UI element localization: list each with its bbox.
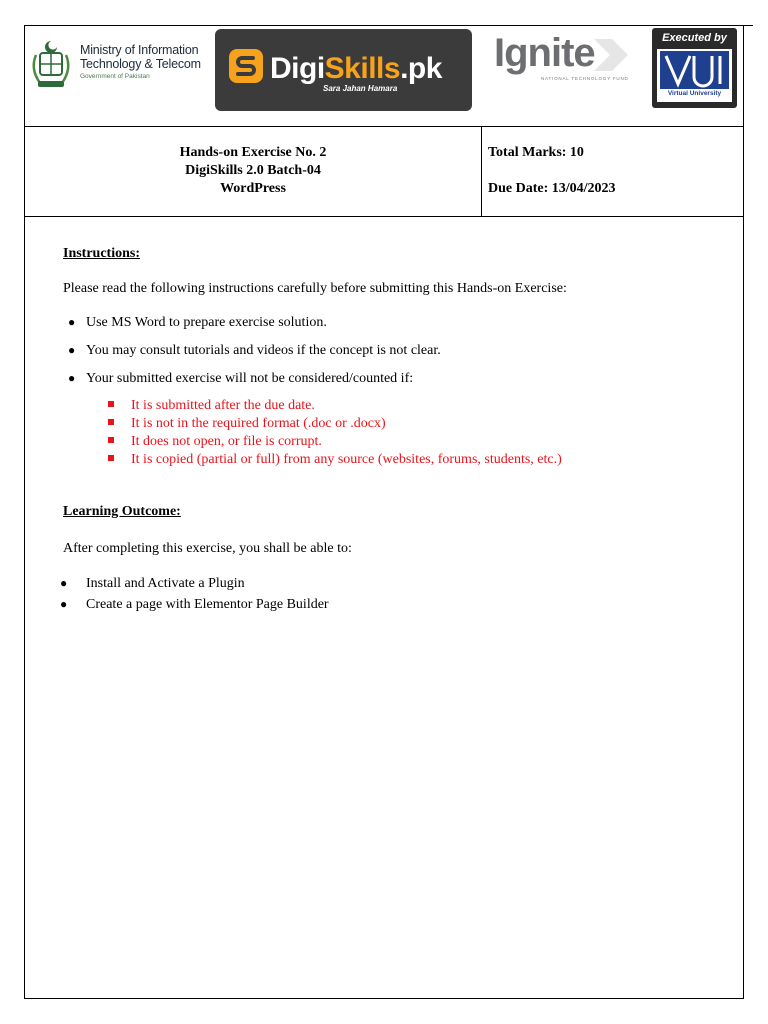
instruction-text: Use MS Word to prepare exercise solution. bbox=[86, 315, 327, 330]
vu-monogram-icon bbox=[660, 51, 729, 89]
ignite-subtitle: NATIONAL TECHNOLOGY FUND bbox=[541, 76, 629, 81]
instruction-text: You may consult tutorials and videos if the concept is not clear. bbox=[86, 343, 441, 358]
learning-outcome-heading: Learning Outcome: bbox=[63, 504, 181, 519]
ignite-word-ite: ite bbox=[550, 31, 595, 75]
exercise-number: Hands-on Exercise No. 2 bbox=[179, 145, 327, 160]
bullet-icon: ● bbox=[60, 597, 68, 611]
vu-logo bbox=[652, 28, 737, 108]
batch-name: DigiSkills 2.0 Batch-04 bbox=[185, 163, 321, 178]
warning-text: It is not in the required format (.doc or .docx) bbox=[131, 416, 386, 431]
pakistan-emblem-icon bbox=[28, 39, 74, 91]
instruction-text: Your submitted exercise will not be considered/counted if: bbox=[86, 371, 414, 386]
vu-name: Virtual University bbox=[667, 90, 722, 97]
digiskills-logo bbox=[215, 29, 472, 111]
digiskills-s-icon bbox=[228, 48, 264, 84]
square-bullet-icon bbox=[108, 437, 114, 443]
ministry-name-line1: Ministry of Information bbox=[80, 43, 199, 57]
logo-header bbox=[24, 25, 744, 127]
list-item bbox=[68, 315, 327, 331]
ignite-logo bbox=[494, 29, 634, 91]
instructions-heading: Instructions: bbox=[63, 246, 141, 261]
ignite-arrow-icon bbox=[594, 39, 628, 71]
total-marks: Total Marks: 10 bbox=[488, 145, 584, 160]
digiskills-tagline: Sara Jahan Hamara bbox=[323, 84, 398, 93]
course-name: WordPress bbox=[220, 181, 286, 196]
ignite-wordmark bbox=[494, 31, 595, 76]
header-rule bbox=[744, 25, 753, 26]
bullet-icon: ● bbox=[60, 576, 68, 590]
digiskills-word-skills: Skills bbox=[324, 52, 401, 85]
exercise-info-table bbox=[24, 127, 744, 217]
warning-text: It does not open, or file is corrupt. bbox=[131, 434, 322, 449]
list-item bbox=[68, 371, 413, 387]
warning-item bbox=[108, 416, 386, 432]
digiskills-wordmark bbox=[270, 52, 442, 86]
square-bullet-icon bbox=[108, 455, 114, 461]
list-item bbox=[68, 343, 441, 359]
ministry-government: Government of Pakistan bbox=[80, 73, 150, 80]
warning-item bbox=[108, 398, 315, 414]
square-bullet-icon bbox=[108, 401, 114, 407]
digiskills-word-pk: .pk bbox=[400, 52, 442, 85]
square-bullet-icon bbox=[108, 419, 114, 425]
bullet-icon: ● bbox=[68, 343, 76, 357]
list-item bbox=[60, 597, 329, 613]
bullet-icon: ● bbox=[68, 371, 76, 385]
list-item bbox=[60, 576, 245, 592]
digiskills-word-digi: Digi bbox=[270, 52, 325, 85]
ignite-word-ign: Ign bbox=[494, 31, 551, 75]
vu-badge bbox=[657, 49, 732, 102]
ministry-logo bbox=[28, 33, 218, 93]
exercise-title-cell bbox=[24, 127, 482, 216]
bullet-icon: ● bbox=[68, 315, 76, 329]
instructions-intro: Please read the following instructions carefully before submitting this Hands-on Exercise: bbox=[63, 281, 567, 296]
warning-text: It is submitted after the due date. bbox=[131, 398, 315, 413]
outcome-text: Create a page with Elementor Page Builder bbox=[86, 597, 329, 612]
outcome-text: Install and Activate a Plugin bbox=[86, 576, 245, 591]
learning-intro: After completing this exercise, you shall be able to: bbox=[63, 541, 352, 556]
warning-item bbox=[108, 452, 562, 468]
ministry-name-line2: Technology & Telecom bbox=[80, 57, 201, 71]
executed-by-label: Executed by bbox=[662, 32, 727, 44]
warning-item bbox=[108, 434, 322, 450]
warning-text: It is copied (partial or full) from any source (websites, forums, students, etc.) bbox=[131, 452, 562, 467]
due-date: Due Date: 13/04/2023 bbox=[488, 181, 616, 196]
